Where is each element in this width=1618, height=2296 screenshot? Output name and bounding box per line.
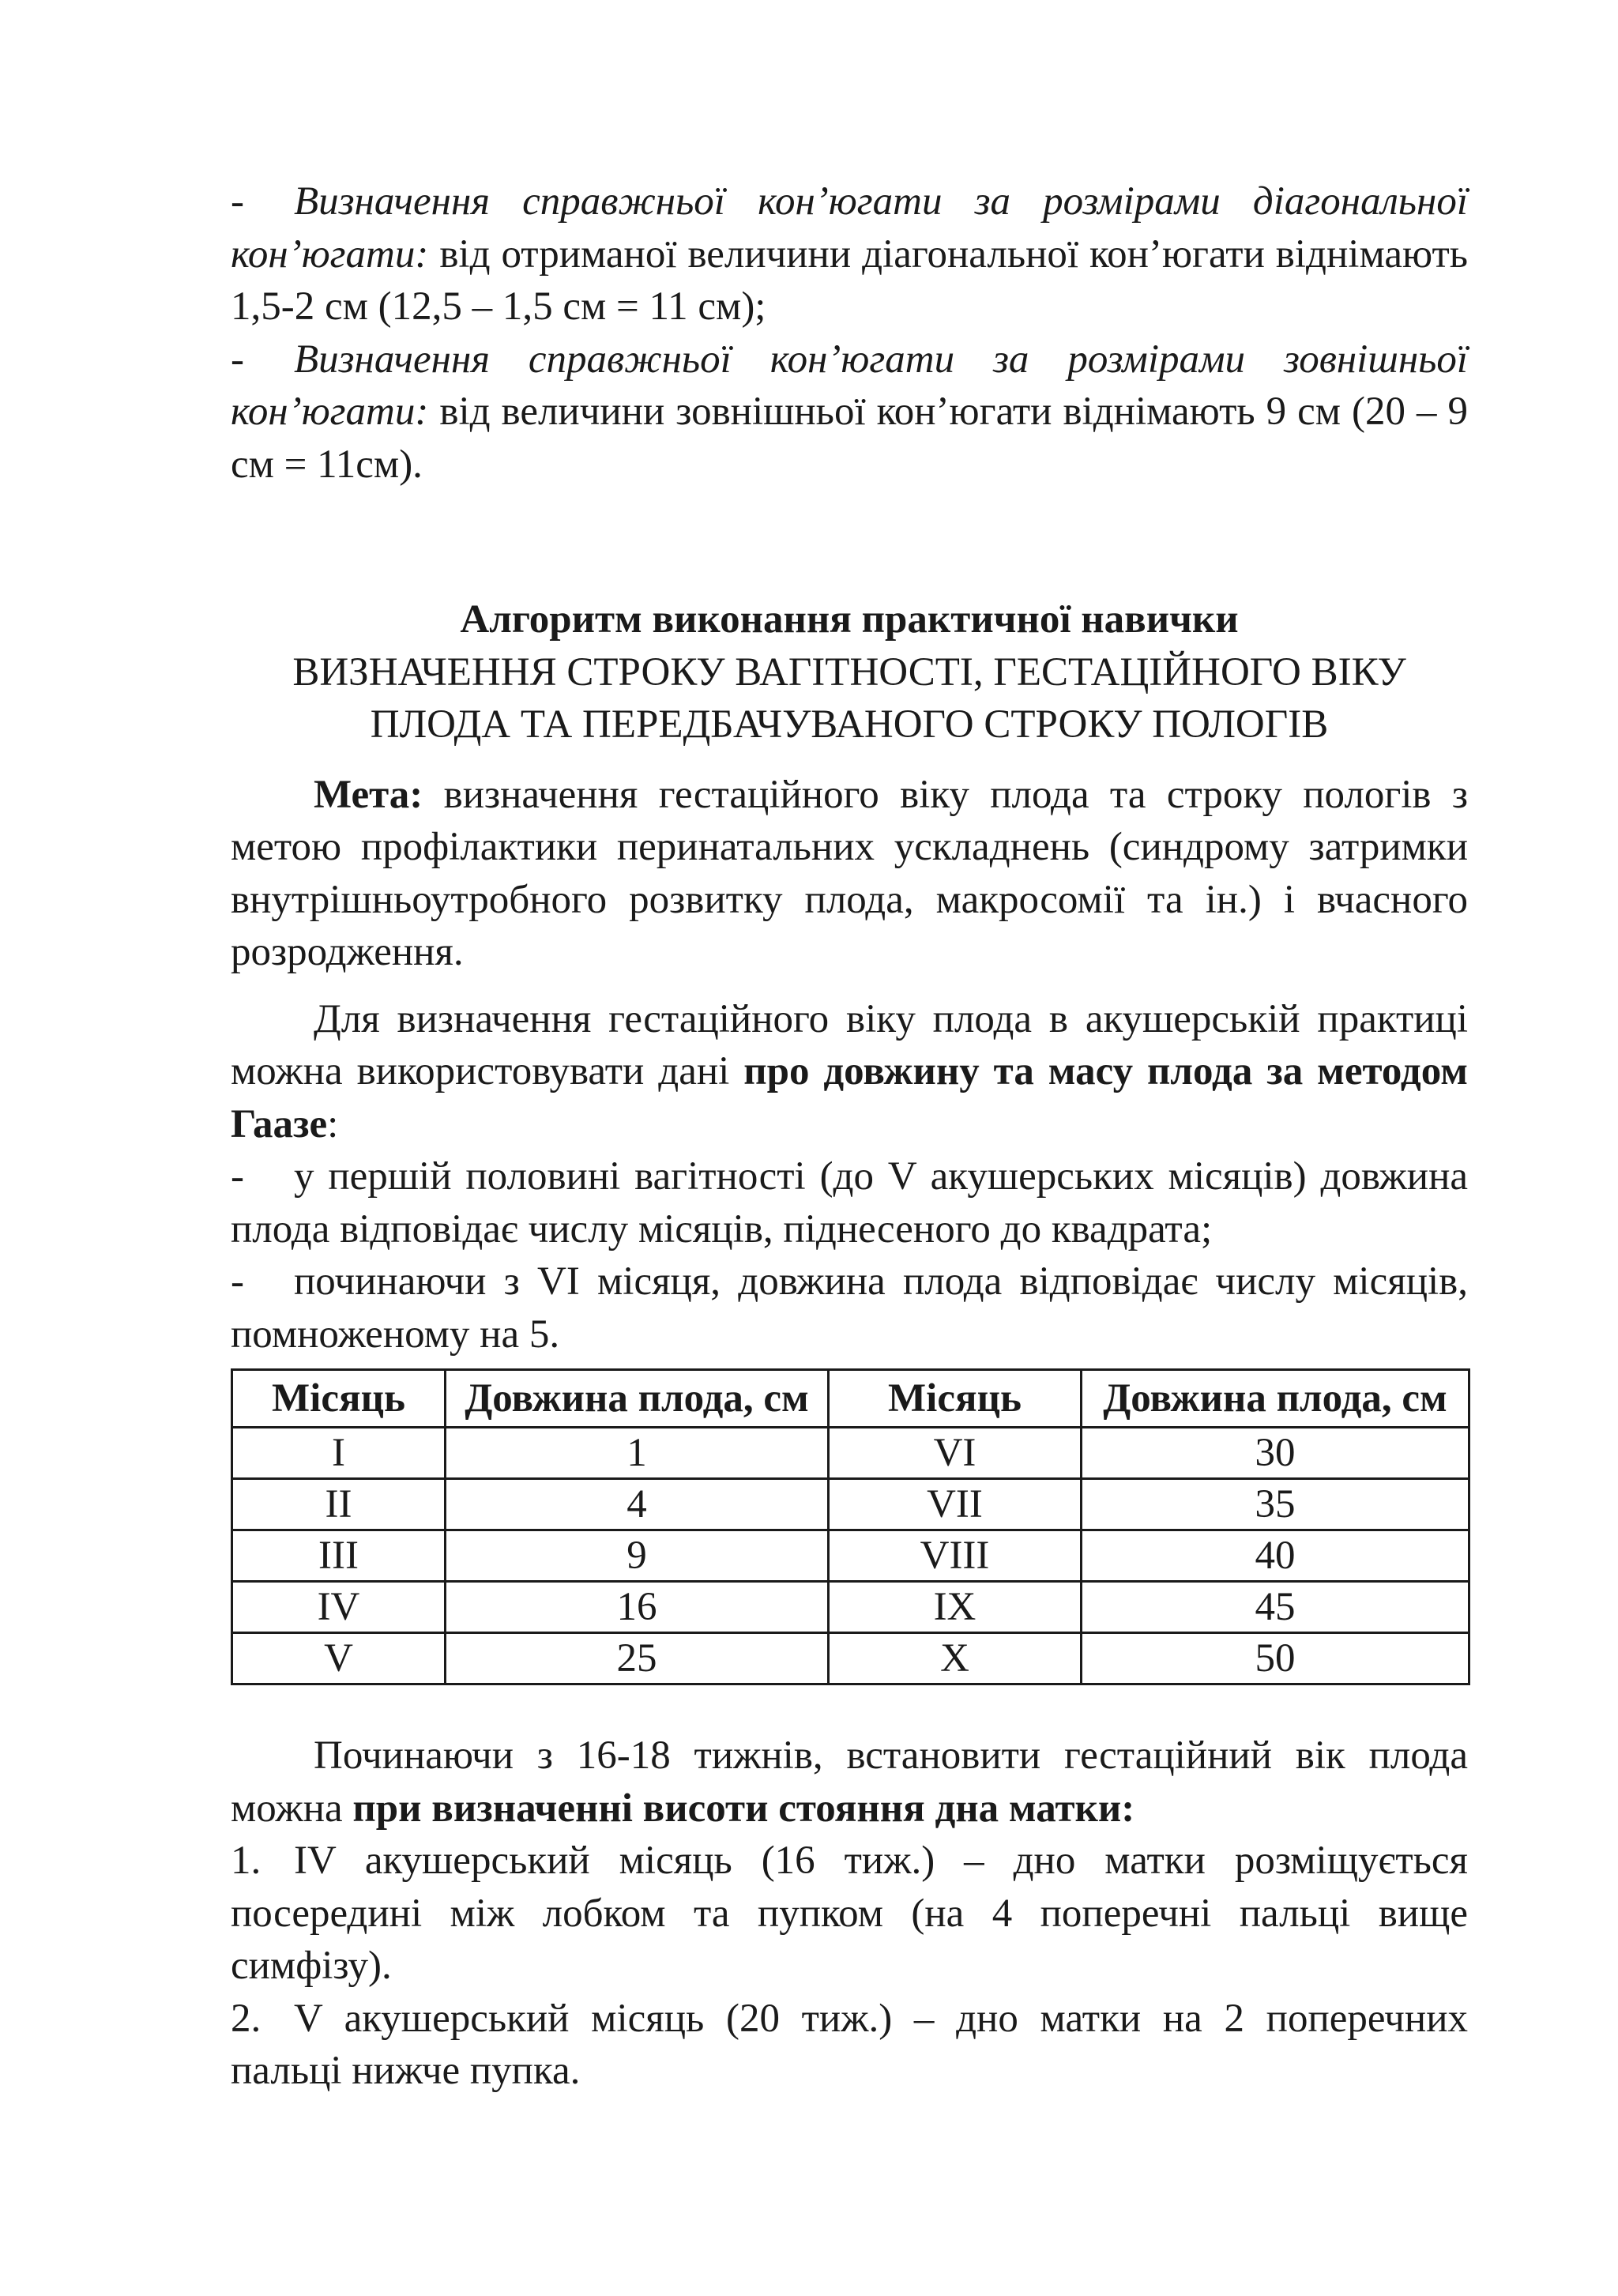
heading-algorithm: Алгоритм виконання практичної навички [460, 597, 1239, 642]
haase-method: про довжину та масу плода за методом Гаазе [231, 1049, 1468, 1146]
intro-item-2-text: від величини зовнішньої кон’югати віднімають 9 см (20 – 9 см = 11см). [231, 390, 1468, 487]
table-cell: 50 [1082, 1633, 1469, 1684]
heading-title-line-1: ВИЗНАЧЕННЯ СТРОКУ ВАГІТНОСТІ, ГЕСТАЦІЙНОГО ВІКУ [292, 649, 1406, 694]
fetal-length-table [231, 1368, 1470, 1685]
fundus-method: при визначенні висоти стояння дна матки: [352, 1786, 1135, 1831]
table-cell: III [232, 1530, 446, 1582]
table-header-month: Місяць [232, 1370, 446, 1428]
table-cell: 4 [446, 1479, 829, 1530]
intro-item-2-term: Визначення справжньої кон’югати за розмірами зовнішньої кон’югати: [231, 337, 1468, 434]
list-number: 1. [231, 1839, 262, 1883]
table-cell: 9 [446, 1530, 829, 1582]
table-cell: IX [829, 1582, 1082, 1633]
table-header-row [232, 1370, 1469, 1428]
list-number: 2. [231, 1996, 262, 2041]
fundus-item-2: 2. V акушерський місяць (20 тиж.) – дно матки на 2 поперечних пальці нижче пупка. [231, 1993, 1468, 2098]
table-cell: 45 [1082, 1582, 1469, 1633]
table-row [232, 1530, 1469, 1582]
table-row [232, 1428, 1469, 1479]
table-cell: 1 [446, 1428, 829, 1479]
table-cell: VII [829, 1479, 1082, 1530]
haase-paragraph: Для визначення гестаційного віку плода в акушерській практиці можна використовувати дані про довжину та масу плода за методом Гаазе: [231, 996, 1468, 1146]
table-header-length: Довжина плода, см [446, 1370, 829, 1428]
goal-label: Мета: [314, 772, 423, 817]
table-cell: VI [829, 1428, 1082, 1479]
intro-item-1 [231, 175, 1468, 333]
table-header-month: Місяць [829, 1370, 1082, 1428]
table-cell: 25 [446, 1633, 829, 1684]
table-cell: IV [232, 1582, 446, 1633]
dash-marker: - [231, 1259, 244, 1304]
dash-marker: - [231, 337, 244, 382]
table-cell: X [829, 1633, 1082, 1684]
table-cell: I [232, 1428, 446, 1479]
fundus-item-1: 1. IV акушерський місяць (16 тиж.) – дно матки розміщується посередині між лобком та пупком (на 4 поперечні пальці вище симфізу). [231, 1835, 1468, 1993]
heading-title-line-2: ПЛОДА ТА ПЕРЕДБАЧУВАНОГО СТРОКУ ПОЛОГІВ [370, 702, 1329, 747]
intro-item-1-term: Визначення справжньої кон’югати за розмірами діагональної кон’югати: [231, 179, 1468, 277]
fundus-paragraph: Починаючи з 16-18 тижнів, встановити гестаційний вік плода можна при визначенні висоти стояння дна матки: [231, 1733, 1468, 1831]
table-cell: II [232, 1479, 446, 1530]
goal-text: визначення гестаційного віку плода та строку пологів з метою профілактики перинатальних ускладнень (синдрому затримки внутрішньоутробного розвитку плода, макросомії та ін.) і вчасного розродження. [231, 772, 1468, 974]
dash-marker: - [231, 179, 244, 224]
table-cell: 16 [446, 1582, 829, 1633]
document-page [231, 175, 1468, 2098]
table-row [232, 1582, 1469, 1633]
intro-item-1-text: від отриманої величини діагональної кон’югати віднімають 1,5-2 см (12,5 – 1,5 см = 11 см); [231, 231, 1468, 329]
haase-item-2: - починаючи з VI місяця, довжина плода відповідає числу місяців, помноженому на 5. [231, 1255, 1468, 1361]
table-cell: V [232, 1633, 446, 1684]
table-row [232, 1633, 1469, 1684]
table-cell: 30 [1082, 1428, 1469, 1479]
table-header-length: Довжина плода, см [1082, 1370, 1469, 1428]
table-row [232, 1479, 1469, 1530]
goal-paragraph [231, 769, 1468, 979]
intro-item-2 [231, 333, 1468, 491]
table-cell: 35 [1082, 1479, 1469, 1530]
table-cell: VIII [829, 1530, 1082, 1582]
dash-marker: - [231, 1154, 244, 1199]
haase-item-1: - у першій половині вагітності (до V акушерських місяців) довжина плода відповідає числу місяців, піднесеного до квадрата; [231, 1150, 1468, 1255]
table-cell: 40 [1082, 1530, 1469, 1582]
